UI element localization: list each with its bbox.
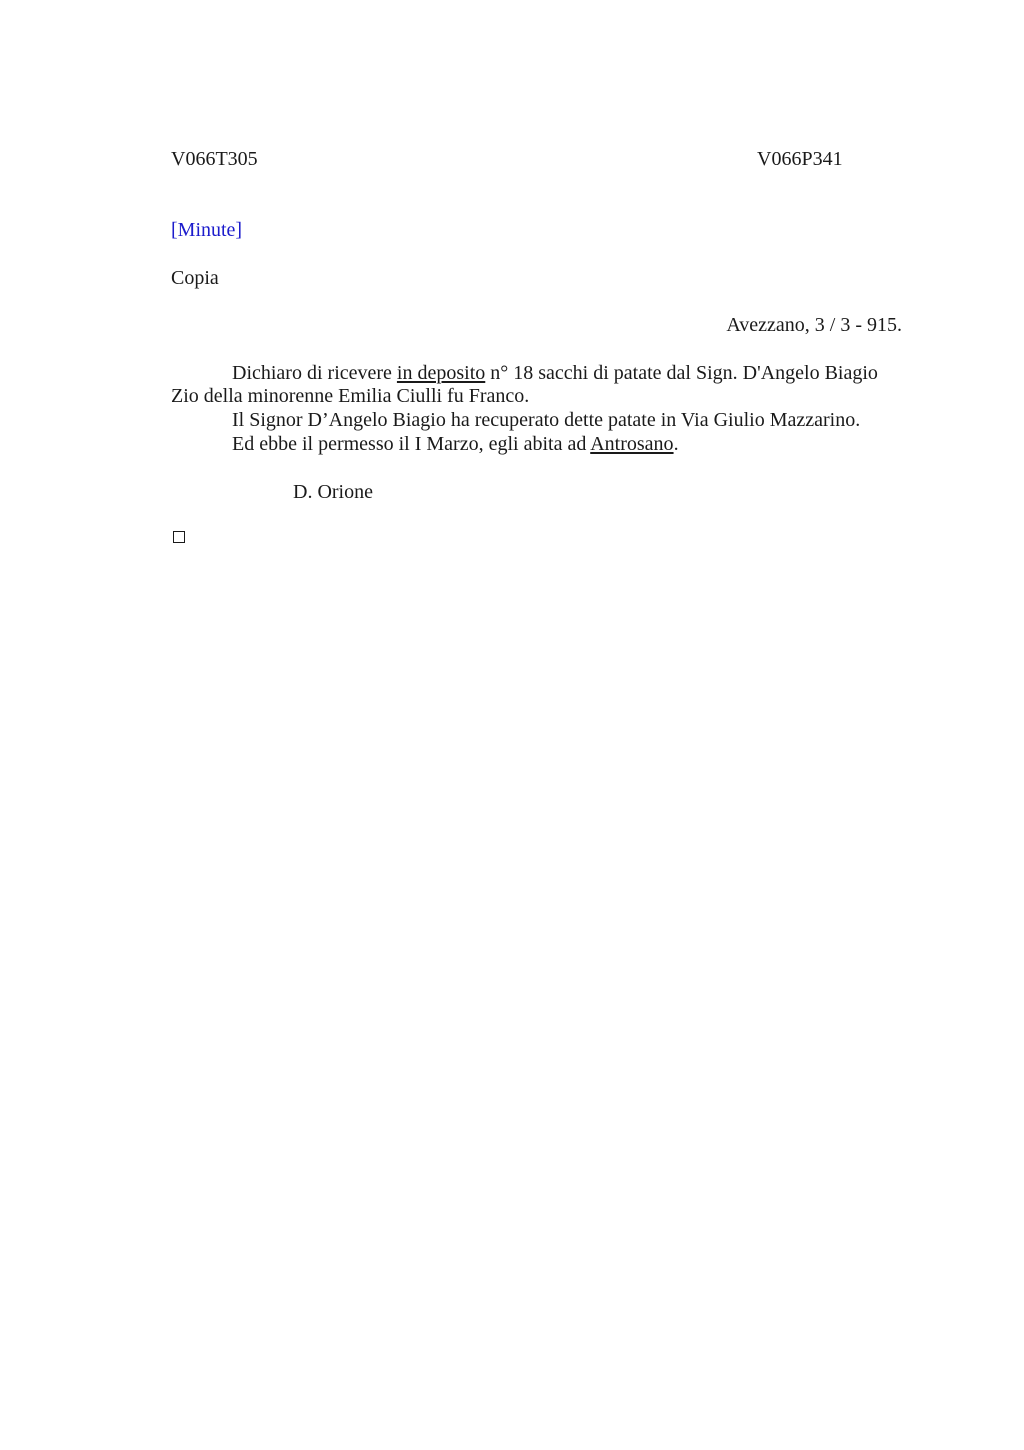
document-reference-left: V066T305	[171, 148, 258, 170]
paragraph-3-start: Ed ebbe il permesso il I Marzo, egli abita ad	[232, 433, 591, 455]
checkbox-square-icon	[173, 531, 185, 543]
paragraph-1-start: Dichiaro di ricevere	[232, 362, 397, 384]
paragraph-1-line-2: Zio della minorenne Emilia Ciulli fu Franco.	[171, 385, 530, 407]
paragraph-3	[232, 432, 679, 456]
paragraph-3-underlined: Antrosano	[590, 433, 674, 455]
copy-label: Copia	[171, 267, 219, 289]
paragraph-1-end: n° 18 sacchi di patate dal Sign. D'Angelo Biagio	[485, 362, 878, 384]
paragraph-1-line-1	[232, 361, 878, 385]
paragraph-1-underlined: in deposito	[396, 362, 486, 384]
paragraph-2: Il Signor D’Angelo Biagio ha recuperato dette patate in Via Giulio Mazzarino.	[232, 409, 861, 431]
document-reference-right: V066P341	[757, 148, 843, 170]
dateline: Avezzano, 3 / 3 - 915.	[726, 314, 902, 336]
minute-tag: [Minute]	[171, 219, 243, 241]
paragraph-3-end: .	[673, 433, 679, 455]
signature: D. Orione	[293, 481, 373, 503]
